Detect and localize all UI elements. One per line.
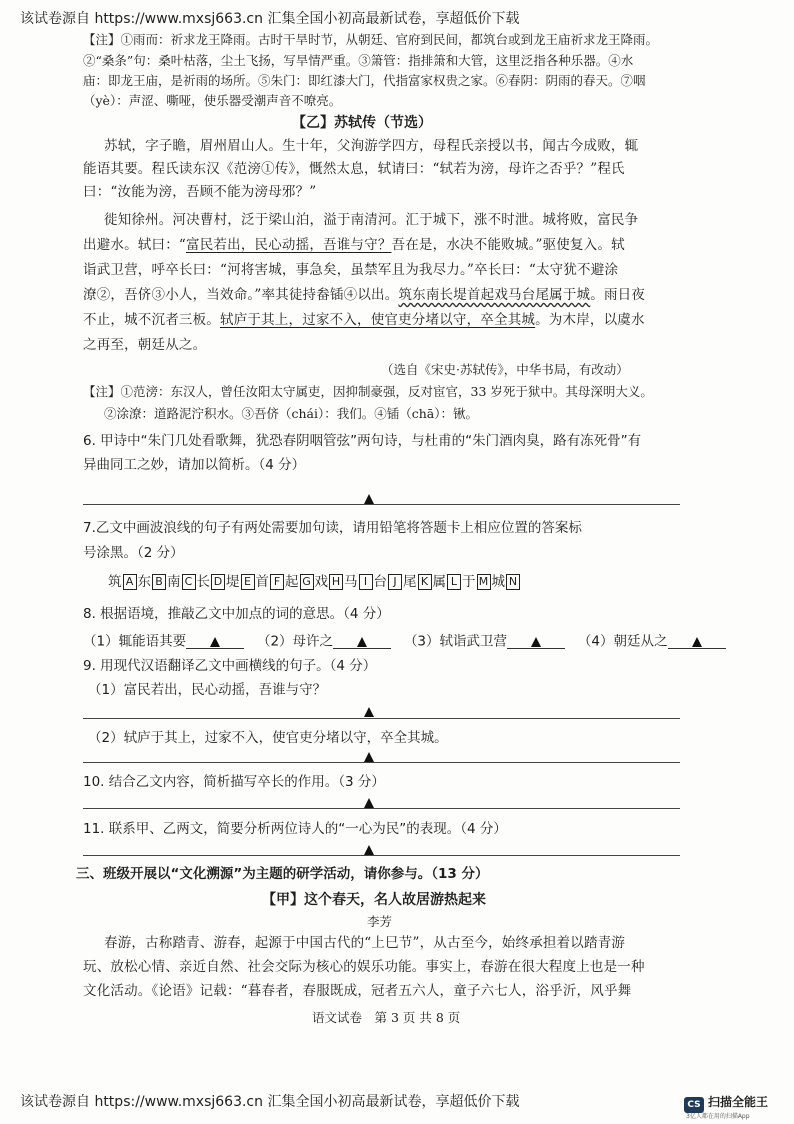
sequence-char: 起 xyxy=(285,574,299,590)
sequence-char: 南 xyxy=(167,574,181,590)
note-line: （yè）：声涩、嘶哑，使乐器受潮声音不嘹亮。 xyxy=(83,93,342,108)
note-line: 【注】①范滂：东汉人，曾任汝阳太守属吏，因抑制豪强，反对宦官，33 岁死于狱中。其母深明大义。 xyxy=(83,384,653,399)
scanner-logo: CS xyxy=(684,1097,704,1113)
question-10: 10. 结合乙文内容，简析描写卒长的作用。（3 分） xyxy=(83,774,385,790)
passage-line: 能语其要。程氏读东汉《范滂①传》，慨然太息，轼请曰：“轼若为滂，母许之否乎？”程氏 xyxy=(83,161,625,177)
question-6: 6. 甲诗中“朱门几处看歌舞，犹恐春阴咽管弦”两句诗，与杜甫的“朱门酒肉臭，路有冻死骨”有 xyxy=(83,433,642,449)
answer-marker-icon xyxy=(357,637,367,647)
underlined-sentence-1: 富民若出，民心动摇，吾谁与守？ xyxy=(186,237,392,253)
sequence-char: 马 xyxy=(344,574,358,590)
answer-line[interactable] xyxy=(83,808,680,809)
answer-box-a[interactable]: A xyxy=(123,574,137,590)
answer-marker-icon xyxy=(364,707,374,717)
answer-box-d[interactable]: D xyxy=(211,574,225,590)
answer-line[interactable] xyxy=(83,718,680,719)
answer-box-h[interactable]: H xyxy=(329,574,343,590)
q8-items-row: （1）辄能语其要 （2）母许之 （3）轼诣武卫营 （4）朝廷从之 xyxy=(83,634,726,649)
sequence-char: 筑 xyxy=(108,574,122,590)
question-7: 7.乙文中画波浪线的句子有两处需要加句读，请用铅笔将答题卡上相应位置的答案标 xyxy=(83,520,582,536)
sequence-char: 堤 xyxy=(226,574,240,590)
scanner-name: 扫描全能王 xyxy=(708,1095,769,1109)
sequence-char: 长 xyxy=(196,574,210,590)
note-line: ②“桑条”句：桑叶枯落，尘土飞扬，写旱情严重。③箫管：指排箫和大管，这里泛指各种乐器。④水 xyxy=(83,53,634,68)
answer-marker-icon xyxy=(692,637,702,647)
answer-line[interactable] xyxy=(83,504,680,505)
passage-line: 诣武卫营，呼卒长曰：“河将害城，事急矣，虽禁军且为我尽力。”卒长曰：“太守犹不避涂 xyxy=(83,262,619,278)
sequence-char: 戏 xyxy=(314,574,328,590)
answer-blank[interactable] xyxy=(333,634,391,649)
footer-watermark: 该试卷源自 https://www.mxsj663.cn 汇集全国小初高最新试卷，享超低价下载 xyxy=(20,1094,520,1110)
question-9: 9. 用现代汉语翻译乙文中画横线的句子。（4 分） xyxy=(83,658,377,674)
sequence-char: 于 xyxy=(462,574,476,590)
note-line: ②涂潦：道路泥泞积水。③吾侪（chái）：我们。④锸（chā）：锹。 xyxy=(104,406,479,421)
question-9-item-1: （1）富民若出，民心动摇，吾谁与守？ xyxy=(88,682,327,698)
sequence-char: 城 xyxy=(491,574,505,590)
passage-source: （选自《宋史·苏轼传》，中华书局，有改动） xyxy=(381,362,629,377)
sequence-char: 属 xyxy=(432,574,446,590)
passage-line: 潦②，吾侪③小人，当效命。”率其徒持畚锸④以出。筑东南长堤首起戏马台尾属于城。雨日夜 xyxy=(83,287,646,303)
answer-marker-icon xyxy=(210,637,220,647)
note-line: 庙：即龙王庙，是祈雨的场所。⑤朱门：即红漆大门，代指富家权贵之家。⑥春阴：阴雨的春天。⑦咽 xyxy=(83,73,646,88)
question-8: 8. 根据语境，推敲乙文中加点的词的意思。（4 分） xyxy=(83,606,390,622)
answer-box-f[interactable]: F xyxy=(270,574,284,590)
answer-box-n[interactable]: N xyxy=(506,574,520,590)
answer-marker-icon xyxy=(364,798,374,808)
passage-line: 不止，城不沉者三板。轼庐于其上，过家不入，使官吏分堵以守，卒全其城。为木岸，以虞水 xyxy=(83,312,645,328)
passage-line: 出避水。轼曰：“富民若出，民心动摇，吾谁与守？吾在是，水决不能败城。”驱使复入。轼 xyxy=(83,237,625,253)
answer-box-e[interactable]: E xyxy=(241,574,255,590)
passage-line: 春游，古称踏青、游春，起源于中国古代的“上巳节”，从古至今，始终承担着以踏青游 xyxy=(104,935,626,951)
passage-line: 曰：“汝能为滂，吾顾不能为滂母邪？” xyxy=(83,184,317,200)
answer-box-m[interactable]: M xyxy=(477,574,491,590)
passage-line: 文化活动。《论语》记载：“暮春者，春服既成，冠者五六人，童子六七人，浴乎沂，风乎舞 xyxy=(83,983,632,999)
passage-author: 李芳 xyxy=(367,914,393,929)
answer-box-i[interactable]: I xyxy=(359,574,373,590)
answer-box-j[interactable]: J xyxy=(388,574,402,590)
passage-jia-title: 【甲】这个春天，名人故居游热起来 xyxy=(262,892,486,908)
answer-box-k[interactable]: K xyxy=(418,574,432,590)
question-9-item-2: （2）轼庐于其上，过家不入，使官吏分堵以守，卒全其城。 xyxy=(88,730,448,746)
passage-line: 玩、放松心情、亲近自然、社会交际为核心的娱乐功能。事实上，春游在很大程度上也是一种 xyxy=(83,959,645,975)
answer-line[interactable] xyxy=(83,855,680,856)
sequence-char: 首 xyxy=(255,574,269,590)
underlined-sentence-2: 轼庐于其上，过家不入，使官吏分堵以守，卒全其城 xyxy=(220,312,536,328)
page-footer: 语文试卷 第 3 页 共 8 页 xyxy=(312,1010,461,1025)
answer-marker-icon xyxy=(364,845,374,855)
sequence-char: 东 xyxy=(137,574,151,590)
question-7: 号涂黑。（2 分） xyxy=(83,545,184,561)
passage-line: 苏轼，字子瞻，眉州眉山人。生十年，父洵游学四方，母程氏亲授以书，闻古今成败，辄 xyxy=(104,138,639,154)
answer-box-l[interactable]: L xyxy=(447,574,461,590)
answer-marker-icon xyxy=(364,752,374,762)
answer-box-c[interactable]: C xyxy=(182,574,196,590)
answer-blank[interactable] xyxy=(668,634,726,649)
sequence-char: 尾 xyxy=(403,574,417,590)
passage-yi-title: 【乙】苏轼传（节选） xyxy=(292,115,432,131)
answer-blank[interactable] xyxy=(186,634,244,649)
answer-blank[interactable] xyxy=(507,634,565,649)
answer-marker-icon xyxy=(531,637,541,647)
passage-line: 之再至，朝廷从之。 xyxy=(83,337,207,353)
question-6: 异曲同工之妙，请加以简析。（4 分） xyxy=(83,457,306,473)
question-11: 11. 联系甲、乙两文，简要分析两位诗人的“一心为民”的表现。（4 分） xyxy=(83,821,507,837)
wavy-sentence: 筑东南长堤首起戏马台尾属于城 xyxy=(398,287,591,303)
answer-box-g[interactable]: G xyxy=(300,574,314,590)
answer-marker-icon xyxy=(364,494,374,504)
punctuation-sequence xyxy=(108,574,521,590)
sequence-char: 台 xyxy=(373,574,387,590)
scanner-tagline: 3亿人都在用的扫描App xyxy=(686,1113,750,1120)
section-3-heading: 三、班级开展以“文化溯源”为主题的研学活动，请你参与。（13 分） xyxy=(76,866,489,882)
note-line: 【注】①雨而：祈求龙王降雨。古时干旱时节，从朝廷、官府到民间，都筑台或到龙王庙祈求龙王降雨。 xyxy=(83,32,659,47)
answer-box-b[interactable]: B xyxy=(152,574,166,590)
passage-line: 徙知徐州。河决曹村，泛于梁山泊，溢于南清河。汇于城下，涨不时泄。城将败，富民争 xyxy=(104,212,639,228)
header-watermark: 该试卷源自 https://www.mxsj663.cn 汇集全国小初高最新试卷，享超低价下载 xyxy=(20,11,520,27)
answer-line[interactable] xyxy=(83,762,680,763)
